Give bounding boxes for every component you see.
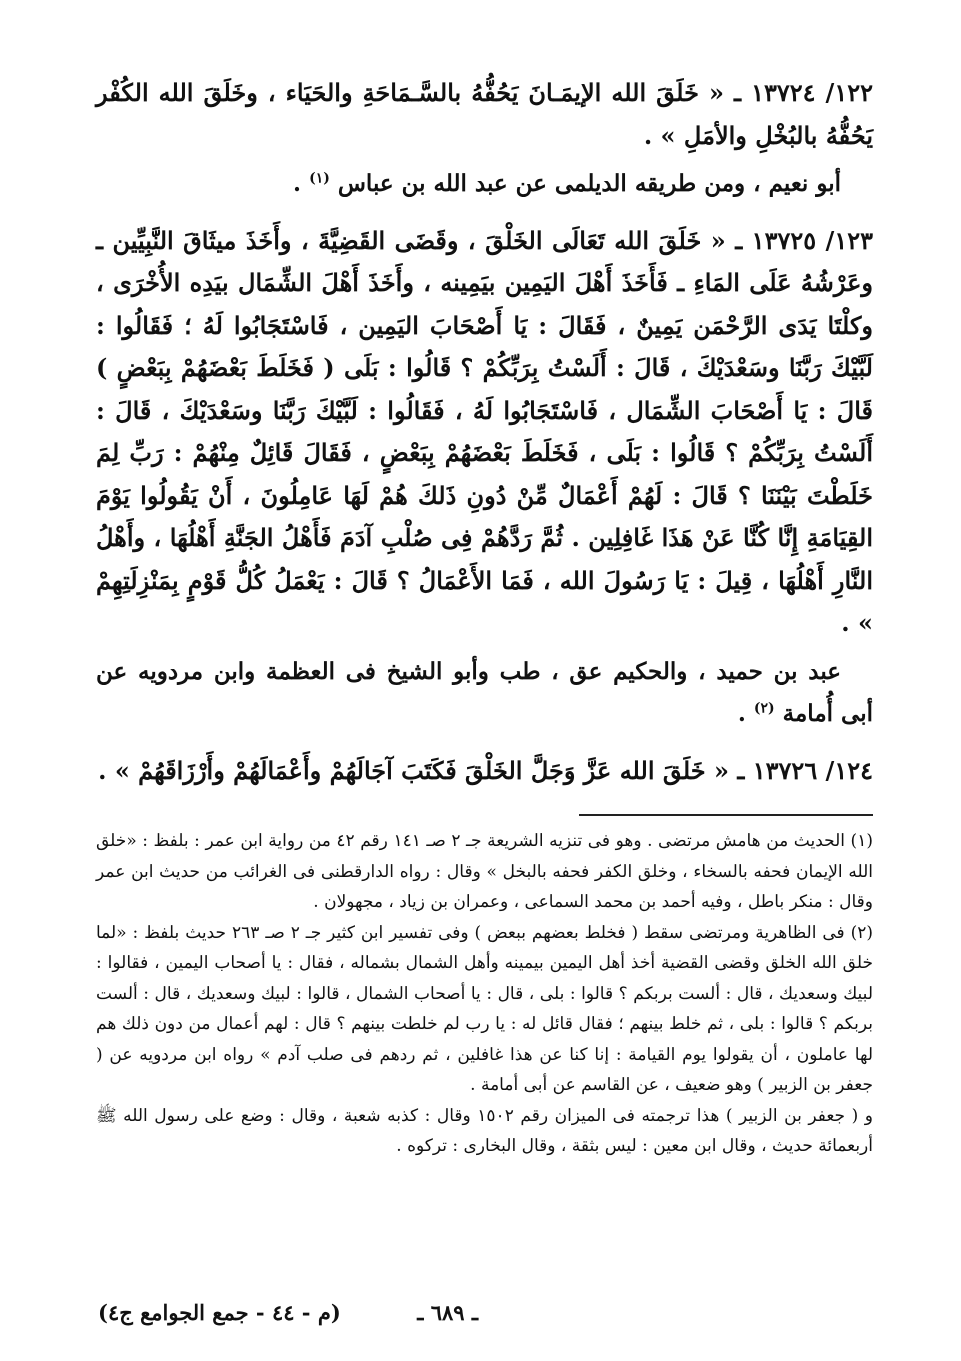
hadith-text: « خَلَقَ الله تَعَالَى الخَلْقَ ، وقَضَى القَضِيَّةَ ، وأَخَذَ ميثَاقَ النَّبِيِّين ـ وعَرْشُهُ عَلَى المَاءِ ـ فَأَخَذَ أَهْلَ اليَمِين بيَمِينه ، وأَخَذَ أَهْلَ الشِّمَال بيَدِه الأُخْرَى ، وكلْتَا يَدَى الرَّحْمَن يَمِينٌ ، فَقَالَ : يَا أَصْحَابَ اليَمِين ، فَاسْتَجَابُوا لَهُ ؛ فَقَالُوا : لَبَّيْكَ رَبَّنَا وسَعْدَيْكَ ، قَالَ : أَلَسْتُ بِرَبِّكُمْ ؟ قَالُوا : بَلَى ( فَخَلَطَ بَعْضَهُمْ بِبَعْضٍ ) قَالَ : يَا أَصْحَابَ الشِّمَال ، فَاسْتَجَابُوا لَهُ ، فَقَالُوا : لَبَّيْكَ رَبَّنَا وسَعْدَيْكَ ، قَالَ : أَلَسْتُ بِرَبِّكُمْ ؟ قَالُوا : بَلَى ، فَخَلَطَ بَعْضَهُمْ بِبَعْضٍ ، فَقَالَ قَائِلٌ مِنْهُمْ : رَبِّ لِمَ خَلَطْتَ بَيْنَنَا ؟ قَالَ : لَهُمْ أَعْمَالٌ مِّنْ دُونِ ذَلكَ هُمْ لَهَا عَامِلُونَ ، أَنْ يَقُولُوا يَوْمَ القِيَامَةِ إِنَّا كُنَّا عَنْ هَذَا غَافِلِين . ثُمَّ رَدَّهُمْ فِى صُلْبِ آدَمَ فَأَهْلُ الجَنَّةِ أَهْلُهَا ، وأَهْلُ النَّارِ أَهْلُهَا ، قِيلَ : يَا رَسُولَ الله ، فَمَا الأَعْمَالُ ؟ قَالَ : يَعْمَلُ كُلُّ قَوْمٍ بِمَنْزِلَتِهِمْ » . bbox=[96, 225, 873, 637]
footnote-3: و ( جعفر بن الزبير ) هذا ترجمته فى الميزان رقم ١٥٠٢ وقال : كذبه شعبة ، وقال : وضع على رسول الله ﷺ أربعمائة حديث ، وقال ابن معين : ليس بثقة ، وقال البخارى : تركوه . bbox=[96, 1105, 873, 1156]
hadith-123 bbox=[96, 220, 873, 645]
footnote-ref: (١) bbox=[309, 170, 330, 187]
hadith-source: عبد بن حميد ، والحكيم عق ، طب وأبو الشيخ فى العظمة وابن مردويه عن أبى أُمامة $^{(٢)}$ . bbox=[96, 657, 873, 727]
footnote-2: (٢) فى الظاهرية ومرتضى سقط ( فخلط بعضهم ببعض ) وفى تفسير ابن كثير جـ ٢ صـ ٢٦٣ حديث بلفظ : «لما خلق الله الخلق وقضى القضية أخذ أهل اليمين بيمينه وأهل الشمال بشماله ، فقال : يا أصحاب اليمين ، فقالوا : لبيك وسعديك ، قال : ألست بربكم ؟ قالوا : بلى ، قال : يا أصحاب الشمال ، قالوا : لبيك وسعديك ، قال : ألست بربكم ؟ قالوا : بلى ، ثم خلط بينهم ؛ فقال قائل له : يا رب لم خلطت بينهم ؟ قال : لهم أعمال من دون ذلك هم لها عاملون ، أن يقولوا يوم القيامة : إنا كنا عن هذا غافلين ، ثم ردهم فى صلب آدم » رواه ابن مردويه عن ( جعفر بن الزبير ) وهو ضعيف ، عن القاسم عن أبى أمامة . bbox=[96, 922, 873, 1095]
hadith-text: « خَلَقَ الله عَزَّ وَجَلَّ الخَلْقَ فَكَتَبَ آجَالَهُمْ وأَعْمَالَهُمْ وأَرْزَاقَهُمْ » . bbox=[98, 755, 729, 785]
hadith-number: ١٢٣/ ١٣٧٢٥ ـ bbox=[735, 225, 873, 255]
hadith-number: ١٢٢/ ١٣٧٢٤ ـ bbox=[734, 78, 873, 107]
hadith-source: أبو نعيم ، ومن طريقه الديلمى عن عبد الله بن عباس $^{(١)}$ . bbox=[293, 170, 841, 197]
hadith-122 bbox=[96, 72, 873, 157]
footnote-ref: (٢) bbox=[753, 700, 775, 717]
page-number: ـ ٦٨٩ ـ bbox=[417, 1300, 478, 1325]
hadith-124 bbox=[96, 750, 873, 793]
signature-mark: (م - ٤٤ - جمع الجوامع ج٤) bbox=[98, 1300, 341, 1325]
footnote-1: (١) الحديث من هامش مرتضى . وهو فى تنزيه الشريعة جـ ٢ صـ ١٤١ رقم ٤٢ من رواية ابن عمر : بلفظ : «خلق الله الإيمان فحفه بالسخاء ، وخلق الكفر فحفه بالبخل » وقال : رواه الدارقطنى فى الغرائب من حديث ابن عمر وقال : منكر باطل ، وفيه أحمد بن محمد السماعى ، وعمران بن زياد ، مجهولان . bbox=[96, 831, 873, 912]
footnotes bbox=[96, 826, 873, 1162]
footnote-divider bbox=[579, 814, 873, 816]
footnote-divider-wrap bbox=[96, 814, 873, 816]
hadith-text: « خَلَقَ الله الإيمَـانَ يَحُفُّهُ بالسَّـمَاحَةِ والحَيَاء ، وخَلَقَ الله الكُفْر يَحُفُّهُ بالبُخْلِ والأمَلِ » . bbox=[96, 78, 873, 150]
main-text bbox=[96, 72, 873, 792]
hadith-number: ١٢٤/ ١٣٧٢٦ ـ bbox=[737, 755, 873, 785]
